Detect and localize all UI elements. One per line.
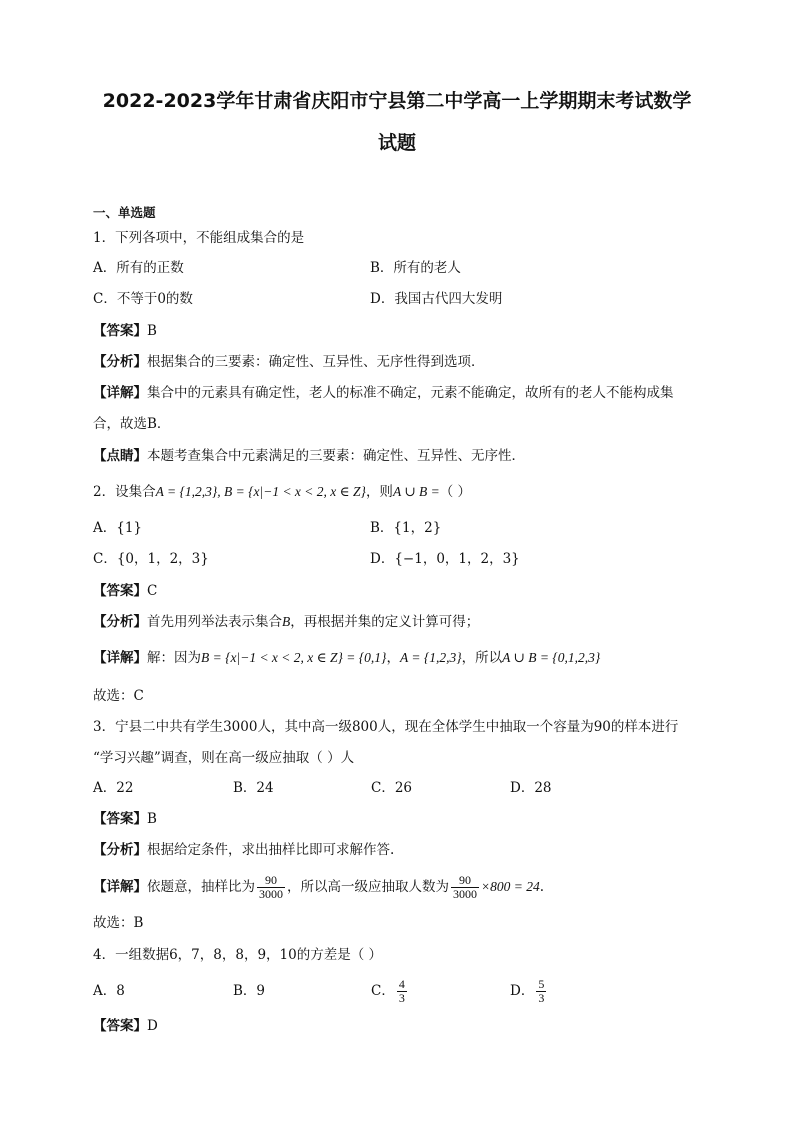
answer-tag: 【答案】 bbox=[93, 583, 147, 599]
section-heading: 一、单选题 bbox=[93, 205, 156, 220]
q1-option-c: C．不等于0的数 bbox=[93, 291, 193, 307]
q2-detail-math1: B = {x|−1 < x < 2, x ∈ Z} = {0,1} bbox=[201, 650, 387, 665]
q4-option-d-label: D． bbox=[510, 983, 535, 999]
q4-option-a: A．8 bbox=[93, 983, 125, 999]
comment-tag: 【点睛】 bbox=[93, 448, 147, 464]
detail-tag: 【详解】 bbox=[93, 879, 147, 895]
q3-analysis-text: 根据给定条件，求出抽样比即可求解作答. bbox=[147, 842, 395, 858]
q3-conclusion: 故选：B bbox=[93, 915, 144, 931]
q1-comment bbox=[93, 446, 525, 466]
q2-option-c: C．{0，1，2，3} bbox=[93, 551, 209, 567]
q1-comment-text: 本题考查集合中元素满足的三要素：确定性、互异性、无序性． bbox=[147, 448, 525, 464]
q2-stem bbox=[93, 482, 471, 502]
q1-option-a: A．所有的正数 bbox=[93, 260, 184, 276]
detail-tag: 【详解】 bbox=[93, 650, 147, 666]
fraction-numerator: 90 bbox=[257, 874, 285, 888]
fraction bbox=[451, 874, 479, 901]
q3-stem-2: “学习兴趣”调查，则在高一级应抽取（ ）人 bbox=[93, 750, 355, 766]
answer-tag: 【答案】 bbox=[93, 811, 147, 827]
q1-analysis-text: 根据集合的三要素：确定性、互异性、无序性得到选项． bbox=[147, 354, 485, 370]
detail-tag: 【详解】 bbox=[93, 385, 147, 401]
q4-stem: 4．一组数据6，7，8，8，9，10的方差是（ ） bbox=[93, 947, 383, 963]
q1-answer bbox=[93, 321, 157, 341]
title-line-1: 2022-2023学年甘肃省庆阳市宁县第二中学高一上学期期末考试数学 bbox=[102, 90, 692, 112]
q2-detail-pre: 解：因为 bbox=[147, 650, 201, 666]
q3-answer-value: B bbox=[147, 811, 157, 827]
q3-option-a: A．22 bbox=[93, 780, 134, 796]
fraction-denominator: 3 bbox=[538, 991, 545, 1005]
q1-option-d: D．我国古代四大发明 bbox=[370, 291, 503, 307]
q4-option-c-label: C． bbox=[371, 983, 395, 999]
q3-stem-1: 3．宁县二中共有学生3000人，其中高一级800人，现在全体学生中抽取一个容量为90的样本进行 bbox=[93, 719, 679, 735]
q4-option-c bbox=[371, 972, 409, 1010]
q3-detail bbox=[93, 870, 544, 904]
fraction-numerator: 4 bbox=[398, 977, 405, 991]
q1-detail-text-2: 合，故选B． bbox=[93, 416, 171, 432]
q4-option-b: B．9 bbox=[233, 983, 266, 999]
q2-answer bbox=[93, 581, 157, 601]
analysis-tag: 【分析】 bbox=[93, 614, 147, 630]
answer-tag: 【答案】 bbox=[93, 1018, 147, 1034]
title-line-2: 试题 bbox=[377, 132, 416, 154]
q2-detail-math3: A ∪ B = {0,1,2,3} bbox=[502, 650, 601, 665]
q2-stem-math2: A ∪ B = bbox=[392, 484, 440, 499]
q4-option-d bbox=[510, 972, 548, 1010]
fraction-denominator: 3 bbox=[398, 991, 405, 1005]
q2-analysis bbox=[93, 612, 479, 632]
q1-option-b: B．所有的老人 bbox=[370, 260, 461, 276]
q3-detail-tail: ×800 = 24 bbox=[481, 879, 540, 894]
fraction-denominator: 3000 bbox=[453, 887, 477, 901]
q3-answer bbox=[93, 809, 157, 829]
fraction-denominator: 3000 bbox=[259, 887, 283, 901]
fraction bbox=[257, 874, 285, 901]
q2-stem-math: A = {1,2,3}, B = {x|−1 < x < 2, x ∈ Z} bbox=[155, 484, 366, 499]
q1-answer-value: B bbox=[147, 323, 157, 339]
fraction-numerator: 90 bbox=[451, 874, 479, 888]
q1-detail bbox=[93, 383, 674, 403]
q1-analysis bbox=[93, 352, 485, 372]
analysis-tag: 【分析】 bbox=[93, 354, 147, 370]
q2-option-b: B．{1，2} bbox=[370, 520, 442, 536]
q2-analysis-post: ，再根据并集的定义计算可得； bbox=[290, 614, 480, 630]
q3-option-b: B．24 bbox=[233, 780, 274, 796]
q4-answer-value: D bbox=[147, 1018, 158, 1034]
q2-option-d: D．{−1，0，1，2，3} bbox=[370, 551, 520, 567]
q2-stem-post: （ ） bbox=[439, 484, 472, 500]
q1-stem: 1．下列各项中，不能组成集合的是 bbox=[93, 230, 305, 246]
q3-option-c: C．26 bbox=[371, 780, 413, 796]
analysis-tag: 【分析】 bbox=[93, 842, 147, 858]
q4-answer bbox=[93, 1016, 158, 1036]
q3-analysis bbox=[93, 840, 394, 860]
q2-option-a: A．{1} bbox=[93, 520, 143, 536]
q2-analysis-pre: 首先用列举法表示集合 bbox=[147, 614, 282, 630]
q3-option-d: D．28 bbox=[510, 780, 552, 796]
q2-detail-sep: ， bbox=[386, 650, 400, 666]
q2-conclusion: 故选：C bbox=[93, 688, 144, 704]
q1-detail-text-1: 集合中的元素具有确定性，老人的标准不确定，元素不能确定，故所有的老人不能构成集 bbox=[147, 385, 674, 401]
answer-tag: 【答案】 bbox=[93, 323, 147, 339]
fraction bbox=[536, 978, 546, 1005]
q2-detail bbox=[93, 648, 600, 668]
fraction-numerator: 5 bbox=[538, 977, 545, 991]
q2-analysis-math: B bbox=[282, 614, 291, 629]
q2-stem-mid: ，则 bbox=[365, 484, 393, 500]
q2-detail-math2: A = {1,2,3} bbox=[399, 650, 462, 665]
q2-stem-pre: 2．设集合 bbox=[93, 484, 156, 500]
q3-detail-mid: ，所以高一级应抽取人数为 bbox=[287, 879, 449, 895]
fraction bbox=[397, 978, 407, 1005]
q2-answer-value: C bbox=[147, 583, 158, 599]
q3-detail-pre: 依题意，抽样比为 bbox=[147, 879, 255, 895]
q2-detail-mid: ，所以 bbox=[461, 650, 503, 666]
q3-detail-end: . bbox=[539, 879, 545, 895]
